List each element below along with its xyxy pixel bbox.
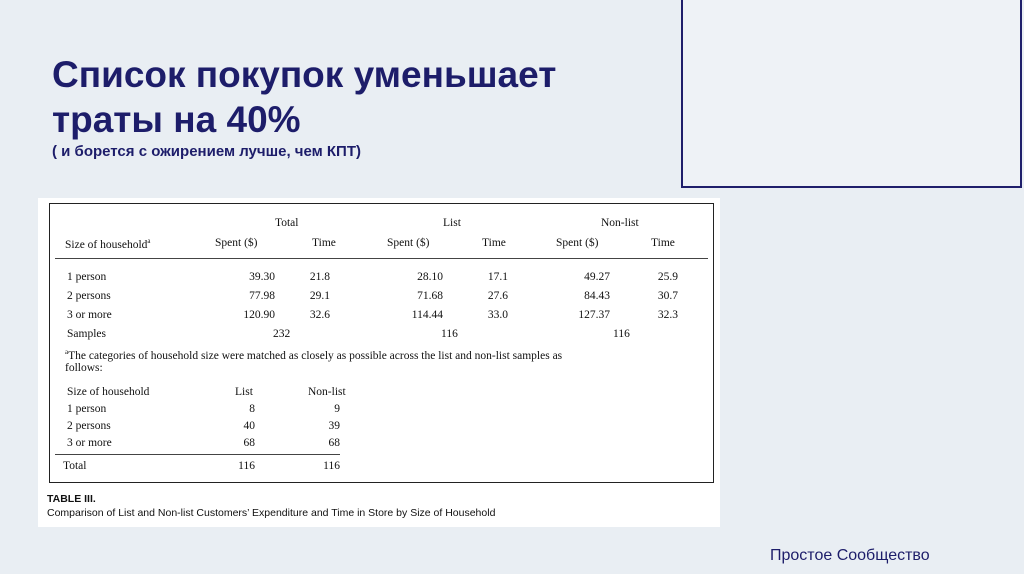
samples-label: Samples	[67, 328, 106, 340]
title-line-1: Список покупок уменьшает	[52, 54, 557, 95]
table-cell: 33.0	[487, 309, 508, 321]
samples-nonlist: 116	[613, 328, 630, 340]
total-rule	[55, 454, 340, 455]
subtable-cell: 40	[243, 420, 255, 432]
column-header-spent: Spent ($)	[556, 237, 599, 249]
subtable-total-list: 116	[238, 460, 255, 472]
subtable-cell: 8	[249, 403, 255, 415]
subtable-total-nonlist: 116	[323, 460, 340, 472]
table-cell: 127.37	[578, 309, 610, 321]
table-caption	[47, 492, 495, 520]
row-label: 3 or more	[67, 309, 112, 321]
subtable-header-nonlist: Non-list	[308, 386, 346, 398]
header-rule	[55, 258, 708, 259]
row-label: 2 persons	[67, 290, 111, 302]
table-cell: 29.1	[309, 290, 330, 302]
subtable-cell: 68	[243, 437, 255, 449]
subtable-header-size: Size of household	[67, 386, 150, 398]
title-line-2: траты на 40%	[52, 99, 301, 140]
footnote-continuation: follows:	[65, 362, 103, 374]
subtable-total-label: Total	[63, 460, 87, 472]
table-cell: 84.43	[584, 290, 610, 302]
column-header-time: Time	[482, 237, 506, 249]
table-cell: 27.6	[487, 290, 508, 302]
samples-total: 232	[273, 328, 291, 340]
table-cell: 32.6	[309, 309, 330, 321]
subtable-cell: 68	[328, 437, 340, 449]
row-label: 1 person	[67, 271, 107, 283]
table-cell: 25.9	[657, 271, 678, 283]
subtable-header-list: List	[235, 386, 253, 398]
table-cell: 30.7	[657, 290, 678, 302]
subtable-row-label: 1 person	[67, 403, 107, 415]
caption-text: Comparison of List and Non-list Customers’ Expenditure and Time in Store by Size of Household	[47, 507, 496, 519]
group-header-list: List	[443, 217, 461, 229]
subtable-cell: 39	[328, 420, 340, 432]
brand-label: Простое Сообщество	[770, 547, 930, 564]
table-cell: 71.68	[417, 290, 443, 302]
column-header-time: Time	[651, 237, 675, 249]
table-cell: 114.44	[411, 309, 443, 321]
column-header-spent: Spent ($)	[387, 237, 430, 249]
samples-list: 116	[441, 328, 458, 340]
subtable-row-label: 3 or more	[67, 437, 112, 449]
slide-title	[52, 52, 556, 142]
subtable-row-label: 2 persons	[67, 420, 111, 432]
table-cell: 28.10	[417, 271, 443, 283]
table-cell: 17.1	[487, 271, 508, 283]
placeholder-frame	[681, 0, 1022, 188]
subtable-cell: 9	[334, 403, 340, 415]
table-cell: 49.27	[584, 271, 610, 283]
table-cell: 77.98	[249, 290, 275, 302]
column-header-size: Size of household$^a$	[65, 237, 151, 251]
column-header-spent: Spent ($)	[215, 237, 258, 249]
group-header-nonlist: Non-list	[601, 217, 639, 229]
data-table	[49, 203, 714, 483]
table-scan	[38, 198, 720, 527]
table-cell: 39.30	[249, 271, 275, 283]
slide-subtitle: ( и борется с ожирением лучше, чем КПТ)	[52, 143, 361, 160]
table-cell: 21.8	[309, 271, 330, 283]
table-cell: 120.90	[243, 309, 275, 321]
group-header-total: Total	[275, 217, 299, 229]
footnote: $^a$The categories of household size were matched as closely as possible across the list and non-list samples as	[65, 348, 563, 362]
table-cell: 32.3	[657, 309, 678, 321]
column-header-time: Time	[312, 237, 336, 249]
table-number: TABLE III.	[47, 493, 96, 505]
